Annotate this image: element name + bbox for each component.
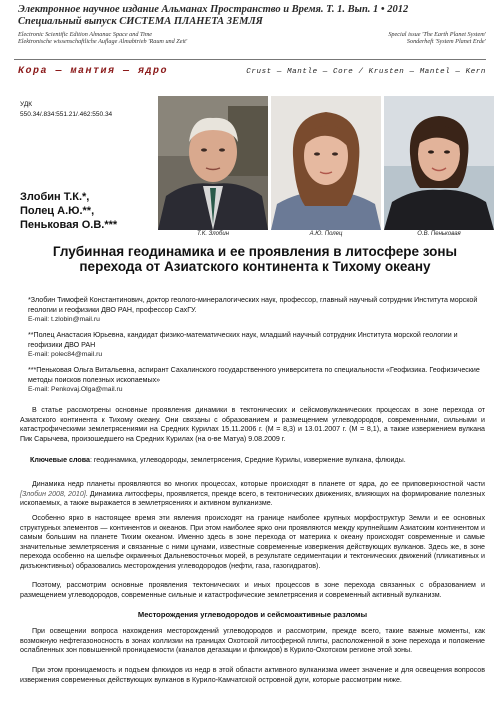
citation-link: [Злобин 2008, 2010] <box>20 489 86 498</box>
p3-text: Поэтому, рассмотрим основные проявления тектонических и иных процессов в зоне перехода связанных с образованием и размещением углеводородов, современные сильные и катастрофические землетрясения и современный активный вулканизм. <box>20 581 485 599</box>
body-paragraph-5 <box>20 666 485 685</box>
affiliation-1 <box>28 296 485 325</box>
udk-code: 550.34/.834:551.21/.462:550.34 <box>20 111 113 118</box>
affiliation-2 <box>28 331 485 360</box>
body-paragraph-2 <box>20 514 485 572</box>
udk-block <box>20 100 112 120</box>
journal-title: Электронное научное издание Альманах Пространство и Время. Т. 1. Вып. 1 • 2012 <box>18 4 409 15</box>
article-title: Глубинная геодинамика и ее проявления в литосфере зоны перехода от Азиатского континента к Тихому океану <box>52 244 458 274</box>
photo-caption-zlobin: Т.К. Злобин <box>196 231 230 237</box>
udk-label: УДК <box>20 101 33 108</box>
body-paragraph-1 <box>20 480 485 509</box>
affiliation-2-text: **Полец Анастасия Юрьевна, кандидат физико-математических наук, младший научный сотрудник Института морской геологии и геофизики ДВО РАН <box>28 331 458 349</box>
author-photo-penkovaya <box>384 96 494 230</box>
keywords <box>30 456 485 466</box>
body-paragraph-3 <box>20 581 485 600</box>
journal-title-de: Elektronische wissenschaftliche Auflage Almabtrieb 'Raum und Zeit' <box>18 38 188 45</box>
author-2: Полец А.Ю.**, <box>20 205 95 217</box>
affiliation-1-text: *Злобин Тимофей Константинович, доктор геолого-минералогических наук, профессор, главный научный сотрудник Института морской геологии и геофизики ДВО РАН, профессор СахГУ. <box>28 296 478 314</box>
journal-header <box>18 4 486 45</box>
p1-text-b: . Динамика литосферы, проявляется, прежде всего, в тектонических движениях, влияющих на формирование полезных ископаемых, а также выражается в землетрясениях и активном вулканизме. <box>20 489 485 508</box>
abstract <box>20 406 485 444</box>
special-issue-de: Sonderheft 'System Planet Erde' <box>406 38 486 45</box>
keywords-label: Ключевые слова <box>30 456 90 464</box>
header-rule <box>14 59 486 60</box>
p1-text-a: Динамика недр планеты проявляются во многих процессах, которые происходят в планете от ядра, до ее приповерхностной части <box>32 480 485 488</box>
photo-caption-penkovaya: О.В. Пеньковая <box>417 231 461 237</box>
affiliation-2-email: E-mail: polec84@mail.ru <box>28 351 103 359</box>
author-photo-zlobin <box>158 96 268 230</box>
journal-title-en-1: Electronic Scientific Edition Almanac Space and Time <box>18 31 153 38</box>
special-issue-title: Специальный выпуск СИСТЕМА ПЛАНЕТА ЗЕМЛЯ <box>18 16 263 27</box>
keywords-text: : геодинамика, углеводороды, землетрясения, Средние Курилы, извержение вулкана, флюиды. <box>89 456 406 464</box>
affiliation-3-text: ***Пеньковая Ольга Витальевна, аспирант Сахалинского государственного университета по специальности «Геофизика. Геофизические методы поисков полезных ископаемых» <box>28 366 480 384</box>
journal-title-en <box>18 31 187 45</box>
p4-text: При освещении вопроса нахождения месторождений углеводородов и рассмотрим, прежде всего, такие важные моменты, как возможную нефтегазоносность в зонах коллизии на границах Охотской литосферной плиты, расположенной в зоне перехода и положение ослабленных зон повышенной проницаемости (каналов дегазации и флюидов) в Курило-Охотском регионе этой зоны. <box>20 627 485 655</box>
special-issue-en-1: Special issue 'The Earth Planet System' <box>388 31 486 38</box>
section-en: Crust — Mantle — Core / Krusten — Mantel — Kern <box>246 68 486 76</box>
p5-text: При этом проницаемость и подъем флюидов из недр в этой области активного вулканизма имеет значение и для освещения вопросов извержения современных действующих вулканов в Курило-Камчатской островной дуги, которые рассмотрим ниже. <box>20 666 485 684</box>
p2-text: Особенно ярко в настоящее время эти явления происходят на границе наиболее крупных морфоструктур Земли и ее основных структурных элементов — континентов и океанов. При этом наиболее ярко они проявляются между крупнейшим Азиатским континентом и самым большим на планете Тихим океаном. Именно здесь в зоне перехода от материка к океану происходят современные и самые значительные землетрясения и связанные с ними цунами, известные современные извержения действующих вулканов. Здесь же, в зоне перехода особенно на шельфе окраинных Дальневосточных морей, в результате седиментации и тектонических движений (пликативных и дизъюнктивных) образовались месторождения углеводородов (нефти, газа, газогидратов). <box>20 514 485 570</box>
affiliation-3-email: E-mail: Penkovaj.Olga@mail.ru <box>28 386 123 394</box>
special-issue-en <box>388 31 486 45</box>
section-heading: Месторождения углеводородов и сейсмоактивные разломы <box>137 610 368 619</box>
author-photo-polec <box>271 96 381 230</box>
author-1: Злобин Т.К.*, <box>20 191 90 203</box>
section-bar <box>18 66 486 77</box>
body-paragraph-4 <box>20 627 485 656</box>
affiliation-1-email: E-mail: t.zlobin@mail.ru <box>28 316 100 324</box>
abstract-text: В статье рассмотрены основные проявления динамики в тектонических и сейсмовулканических процессах в зоне перехода от Азиатского континента к Тихому океану. Они связаны с образованием и размещением углеводородов, современными, сильными и катастрофическими землетрясениями на Средних Курилах 15.11.2006 г. (M = 8,3) и 13.01.2007 г. (M = 8,1), а также извержением вулкана Пик Сарычева, произошедшего на Средних Курилах (на о-ве Матуа) 9.08.2009 г. <box>20 406 485 443</box>
affiliation-3 <box>28 366 485 395</box>
photo-caption-polec: А.Ю. Полец <box>309 231 343 237</box>
authors-list <box>20 190 117 232</box>
author-3: Пеньковая О.В.*** <box>20 219 118 231</box>
section-ru: Кора — мантия — ядро <box>18 66 169 77</box>
